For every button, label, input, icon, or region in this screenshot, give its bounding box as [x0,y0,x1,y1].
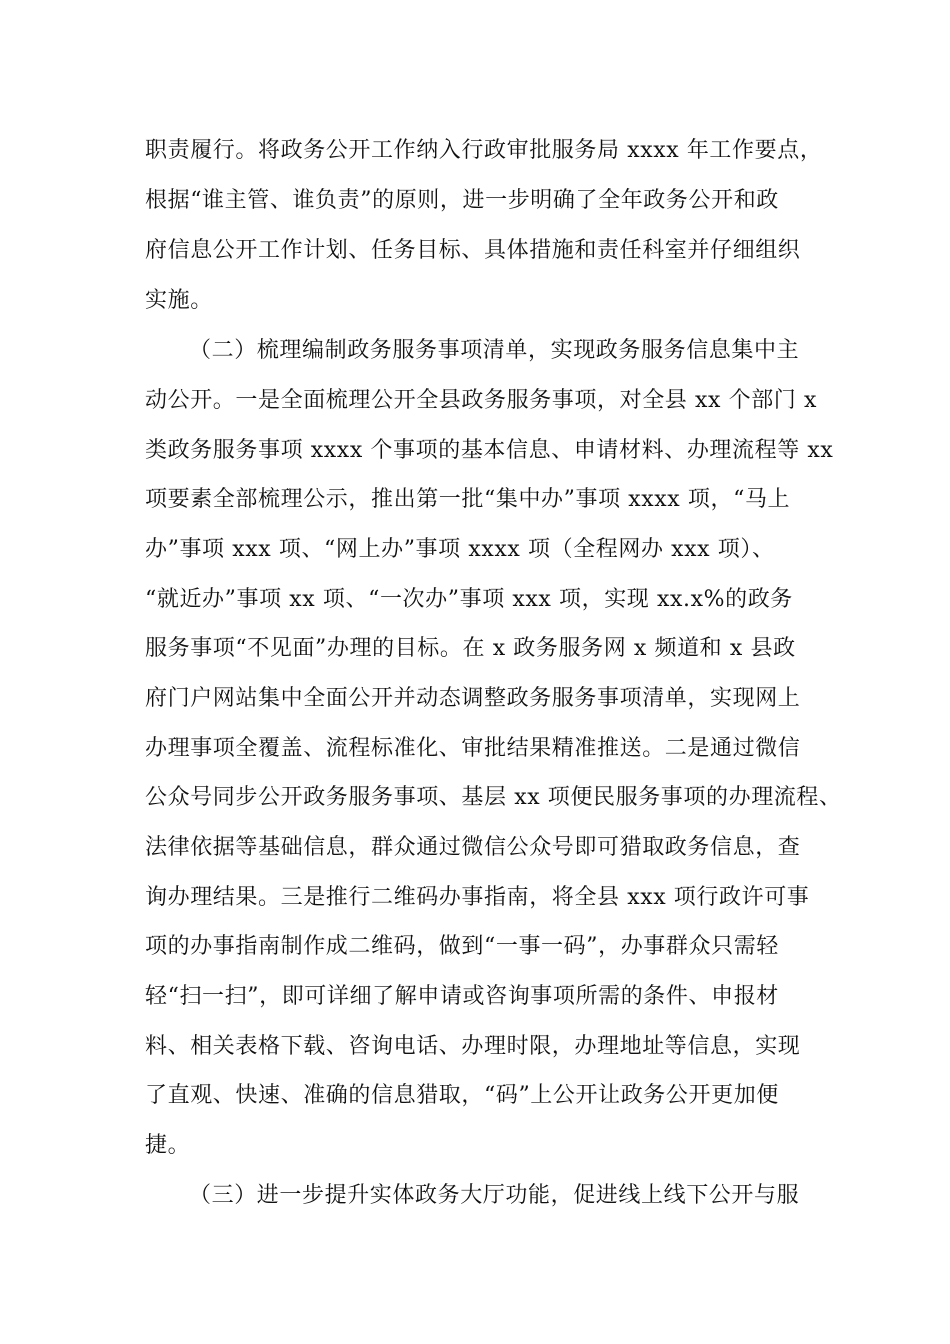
text-line: 类政务服务事项 xxxx 个事项的基本信息、申请材料、办理流程等 xx [145,438,834,463]
section-heading: （三）进一步提升实体政务大厅功能，促进线上线下公开与服 [189,1183,800,1208]
text-line: 办理事项全覆盖、流程标准化、审批结果精准推送。二是通过微信 [145,736,801,761]
text-line: 根据“谁主管、谁负责”的原则，进一步明确了全年政务公开和政 [145,188,779,213]
text-line: 了直观、快速、准确的信息猎取，“码”上公开让政务公开更加便 [145,1083,779,1108]
text-line: 项要素全部梳理公示，推出第一批“集中办”事项 xxxx 项，“马上 [145,487,791,512]
text-line: “就近办”事项 xx 项、“一次办”事项 xxx 项，实现 xx.x%的政务 [145,587,793,612]
text-line: 府门户网站集中全面公开并动态调整政务服务事项清单，实现网上 [145,686,801,711]
text-line: 料、相关表格下载、咨询电话、办理时限，办理地址等信息，实现 [145,1034,801,1059]
text-line: 服务事项“不见面”办理的目标。在 x 政务服务网 x 频道和 x 县政 [145,636,796,661]
text-line: 职责履行。将政务公开工作纳入行政审批服务局 xxxx 年工作要点， [145,138,823,163]
text-line: 办”事项 xxx 项、“网上办”事项 xxxx 项（全程网办 xxx 项）、 [145,537,775,562]
text-line: 法律依据等基础信息，群众通过微信公众号即可猎取政务信息，查 [145,835,801,860]
section-heading: （二）梳理编制政务服务事项清单，实现政务服务信息集中主 [189,338,800,363]
text-line: 询办理结果。三是推行二维码办事指南，将全县 xxx 项行政许可事 [145,885,810,910]
text-line: 轻“扫一扫”，即可详细了解申请或咨询事项所需的条件、申报材 [145,984,779,1009]
text-line: 府信息公开工作计划、任务目标、具体措施和责任科室并仔细组织 [145,238,801,263]
text-line: 公众号同步公开政务服务事项、基层 xx 项便民服务事项的办理流程、 [145,785,842,810]
text-line: 项的办事指南制作成二维码，做到“一事一码”，办事群众只需轻 [145,934,779,959]
text-line: 捷。 [145,1133,191,1158]
text-line: 实施。 [145,288,213,313]
text-line: 动公开。一是全面梳理公开全县政务服务事项，对全县 xx 个部门 x [145,388,818,413]
